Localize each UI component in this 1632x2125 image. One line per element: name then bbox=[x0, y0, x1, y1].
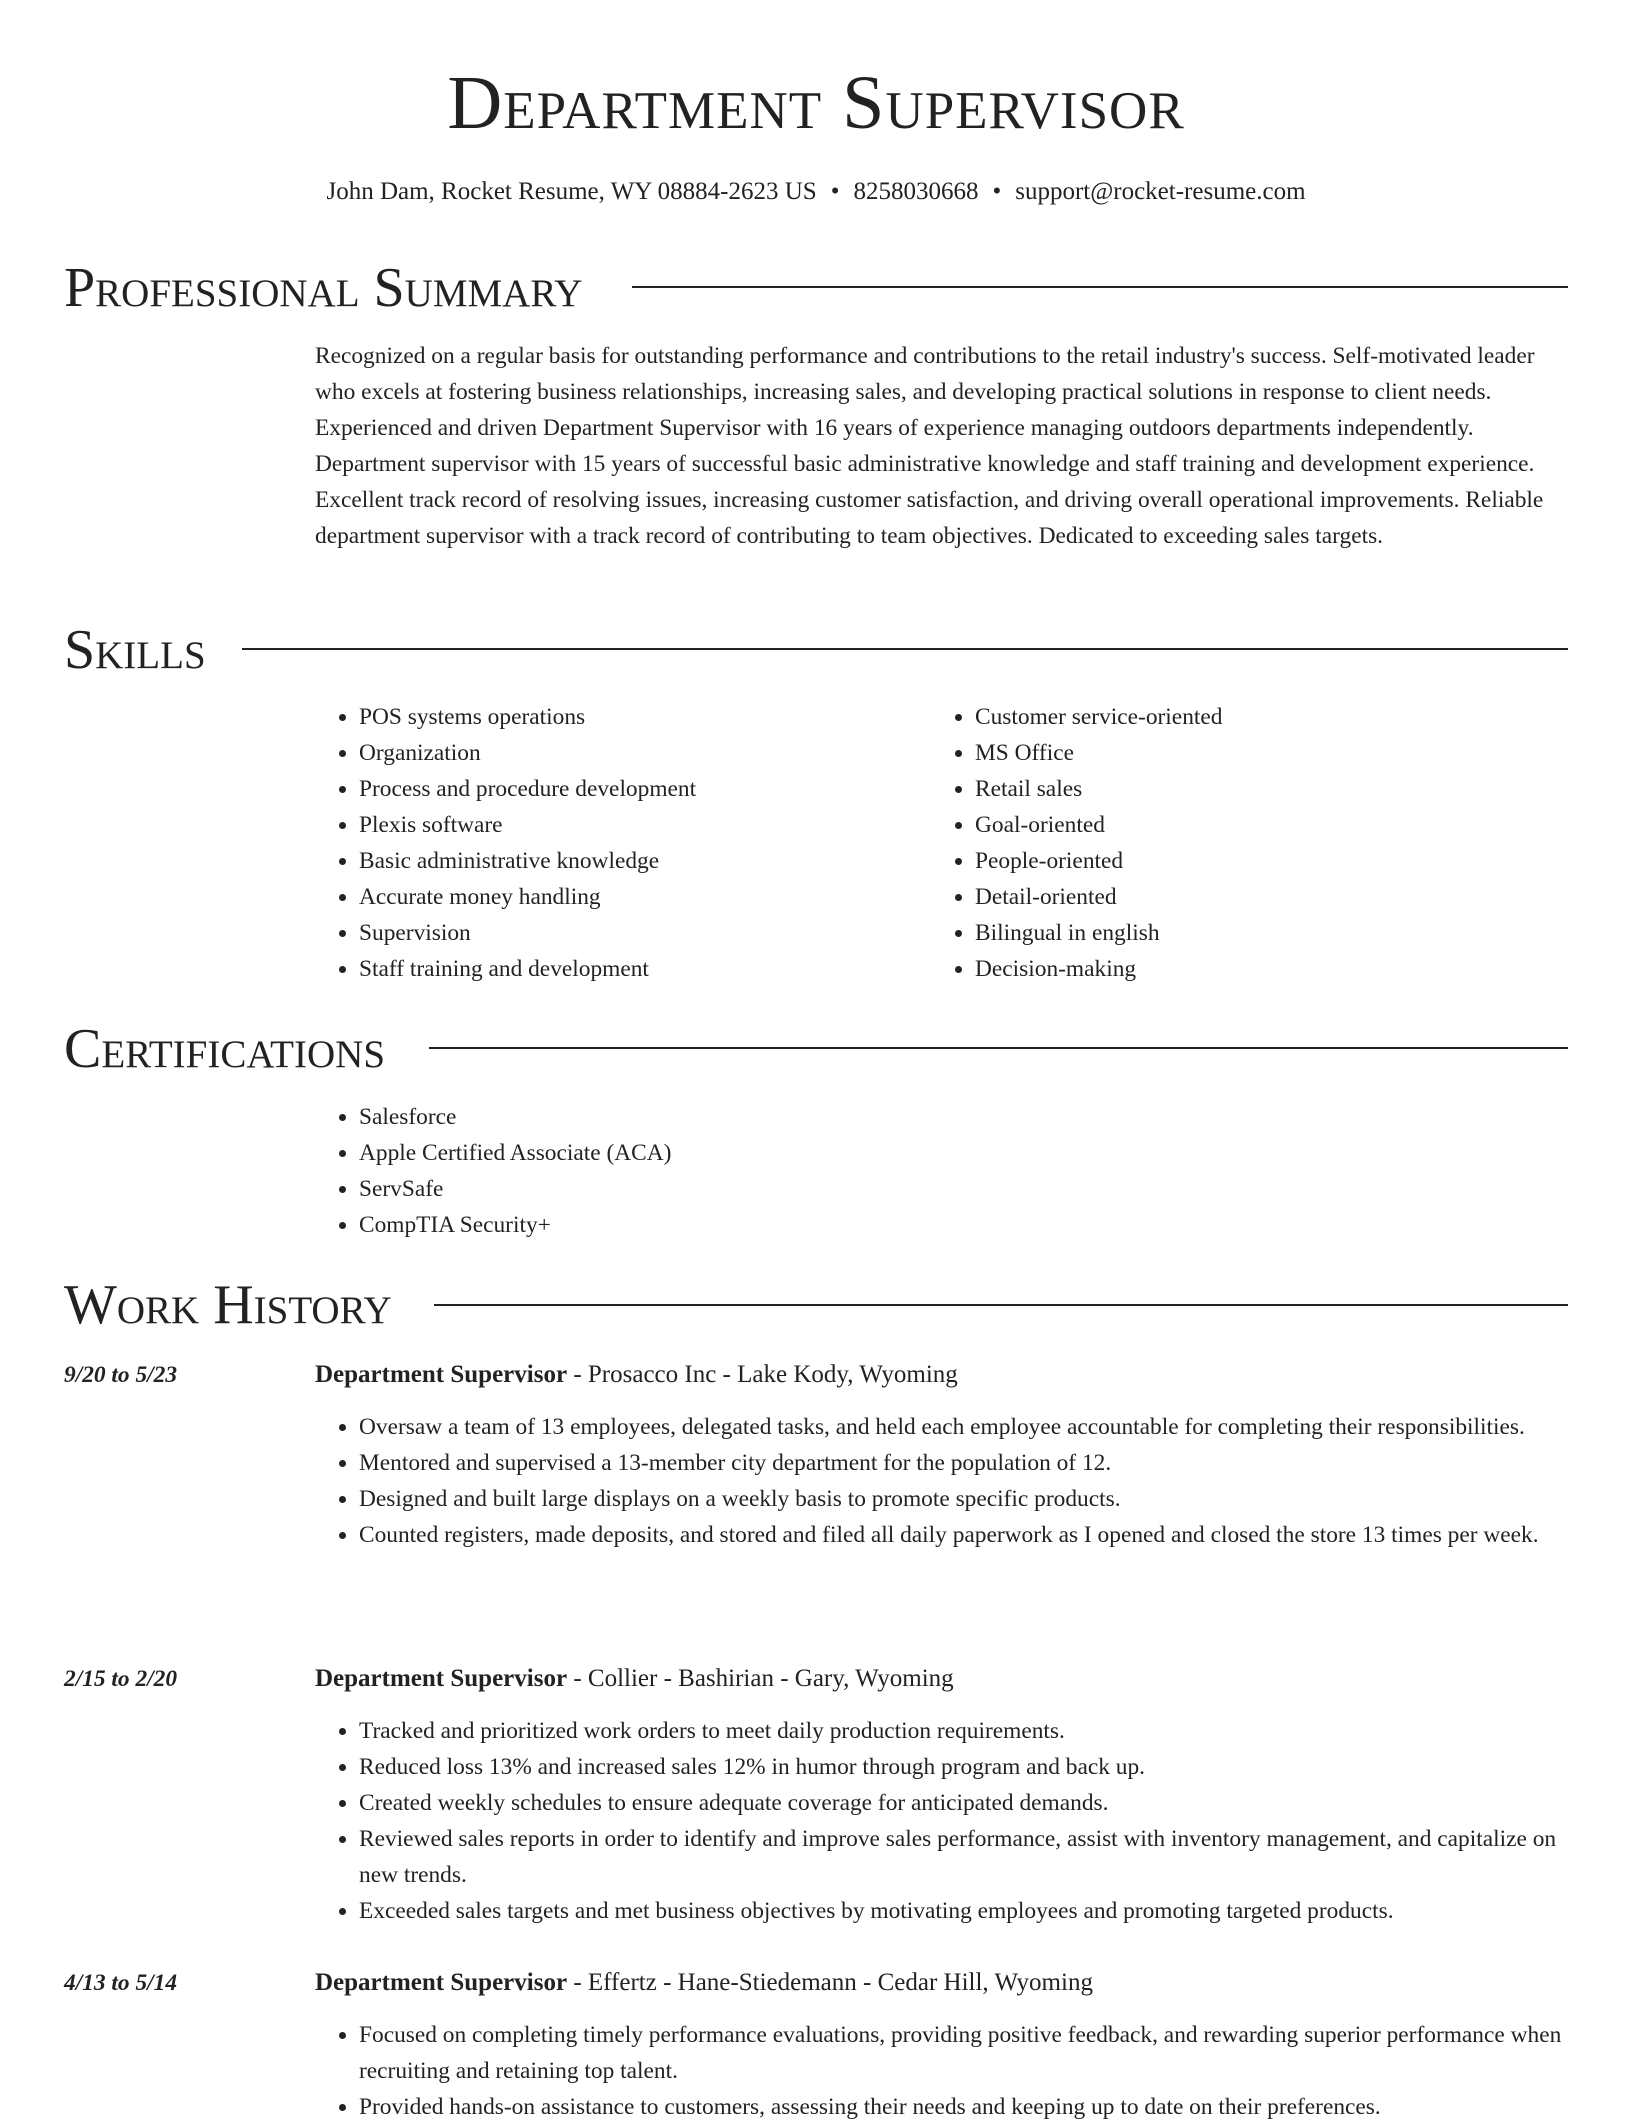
skills-rule bbox=[242, 648, 1568, 650]
job-title: Department Supervisor bbox=[315, 1361, 568, 1388]
list-item: • MS Office bbox=[975, 735, 1531, 771]
list-item: • CompTIA Security+ bbox=[359, 1207, 1570, 1243]
job-dates: 2/15 to 2/20 bbox=[64, 1666, 178, 1692]
list-item: • Counted registers, made deposits, and stored and filed all daily paperwork as I opened and closed the store 13 times per week. bbox=[359, 1517, 1570, 1553]
list-item: • Staff training and development bbox=[359, 951, 915, 987]
job-employer: - Collier - Bashirian - Gary, Wyoming bbox=[567, 1665, 954, 1692]
job-duties bbox=[315, 1409, 1570, 1553]
list-item: • POS systems operations bbox=[359, 699, 915, 735]
list-item: • ServSafe bbox=[359, 1171, 1570, 1207]
resume-title: Department Supervisor bbox=[447, 61, 1185, 145]
contact-separator: • bbox=[992, 178, 1002, 205]
work-history-heading: Work History bbox=[64, 1274, 392, 1336]
summary-text: Recognized on a regular basis for outstanding performance and contributions to the retail industry's success. Self-motivated leader who excels at fostering business relationships, increasing sales, and developing practical solutions in response to client needs. Experienced and driven Department Supervisor with 16 years of experience managing outdoors departments independently. Department supervisor with 15 years of successful basic administrative knowledge and staff training and development experience. Excellent track record of resolving issues, increasing customer satisfaction, and driving overall operational improvements. Reliable department supervisor with a track record of contributing to team objectives. Dedicated to exceeding sales targets. bbox=[315, 343, 1544, 549]
job-title: Department Supervisor bbox=[315, 1969, 568, 1996]
list-item: • Apple Certified Associate (ACA) bbox=[359, 1135, 1570, 1171]
certifications-rule bbox=[429, 1047, 1568, 1049]
list-item: • Retail sales bbox=[975, 771, 1531, 807]
job-duties-list bbox=[315, 2017, 1570, 2125]
list-item: • Reviewed sales reports in order to identify and improve sales performance, assist with inventory management, and capitalize on new trends. bbox=[359, 1821, 1570, 1893]
list-item: • Organization bbox=[359, 735, 915, 771]
skills-left-column bbox=[315, 699, 915, 987]
certifications-column bbox=[315, 1099, 1570, 1243]
contact-phone: 8258030668 bbox=[853, 178, 979, 205]
summary-heading: Professional Summary bbox=[64, 257, 583, 319]
work-history-rule bbox=[434, 1304, 1568, 1306]
certifications-list bbox=[315, 1099, 1570, 1243]
list-item: • People-oriented bbox=[975, 843, 1531, 879]
list-item: • Tracked and prioritized work orders to meet daily production requirements. bbox=[359, 1713, 1570, 1749]
list-item: • Detail-oriented bbox=[975, 879, 1531, 915]
job-duties-list bbox=[315, 1409, 1570, 1553]
job-duties bbox=[315, 2017, 1570, 2125]
list-item: • Reduced loss 13% and increased sales 12% in humor through program and back up. bbox=[359, 1749, 1570, 1785]
skills-right-column bbox=[931, 699, 1531, 987]
job-heading bbox=[315, 1661, 1570, 1697]
list-item: • Basic administrative knowledge bbox=[359, 843, 915, 879]
list-item: • Created weekly schedules to ensure adequate coverage for anticipated demands. bbox=[359, 1785, 1570, 1821]
job-dates: 9/20 to 5/23 bbox=[64, 1362, 178, 1388]
certifications-heading: Certifications bbox=[64, 1018, 386, 1080]
list-item: • Exceeded sales targets and met business objectives by motivating employees and promoting targeted products. bbox=[359, 1893, 1570, 1929]
list-item: • Mentored and supervised a 13-member city department for the population of 12. bbox=[359, 1445, 1570, 1481]
list-item: • Decision-making bbox=[975, 951, 1531, 987]
contact-line bbox=[0, 176, 1632, 208]
job-duties-list bbox=[315, 1713, 1570, 1929]
job-heading bbox=[315, 1965, 1570, 2001]
list-item: • Provided hands-on assistance to customers, assessing their needs and keeping up to date on their preferences. bbox=[359, 2089, 1570, 2125]
list-item: • Salesforce bbox=[359, 1099, 1570, 1135]
list-item: • Goal-oriented bbox=[975, 807, 1531, 843]
list-item: • Oversaw a team of 13 employees, delegated tasks, and held each employee accountable for completing their responsibilities. bbox=[359, 1409, 1570, 1445]
summary-rule bbox=[632, 286, 1568, 288]
job-heading bbox=[315, 1357, 1570, 1393]
job-dates: 4/13 to 5/14 bbox=[64, 1970, 178, 1996]
list-item: • Accurate money handling bbox=[359, 879, 915, 915]
list-item: • Process and procedure development bbox=[359, 771, 915, 807]
list-item: • Designed and built large displays on a weekly basis to promote specific products. bbox=[359, 1481, 1570, 1517]
list-item: • Focused on completing timely performance evaluations, providing positive feedback, and rewarding superior performance when recruiting and retaining top talent. bbox=[359, 2017, 1570, 2089]
skills-right-list bbox=[931, 699, 1531, 987]
skills-heading: Skills bbox=[64, 619, 206, 681]
list-item: • Customer service-oriented bbox=[975, 699, 1531, 735]
job-duties bbox=[315, 1713, 1570, 1929]
job-employer: - Effertz - Hane-Stiedemann - Cedar Hill, Wyoming bbox=[567, 1969, 1093, 1996]
job-title: Department Supervisor bbox=[315, 1665, 568, 1692]
list-item: • Bilingual in english bbox=[975, 915, 1531, 951]
contact-address: John Dam, Rocket Resume, WY 08884-2623 US bbox=[326, 178, 817, 205]
contact-separator: • bbox=[830, 178, 840, 205]
job-employer: - Prosacco Inc - Lake Kody, Wyoming bbox=[567, 1361, 958, 1388]
list-item: • Plexis software bbox=[359, 807, 915, 843]
skills-left-list bbox=[315, 699, 915, 987]
list-item: • Supervision bbox=[359, 915, 915, 951]
contact-email: support@rocket-resume.com bbox=[1015, 178, 1306, 205]
